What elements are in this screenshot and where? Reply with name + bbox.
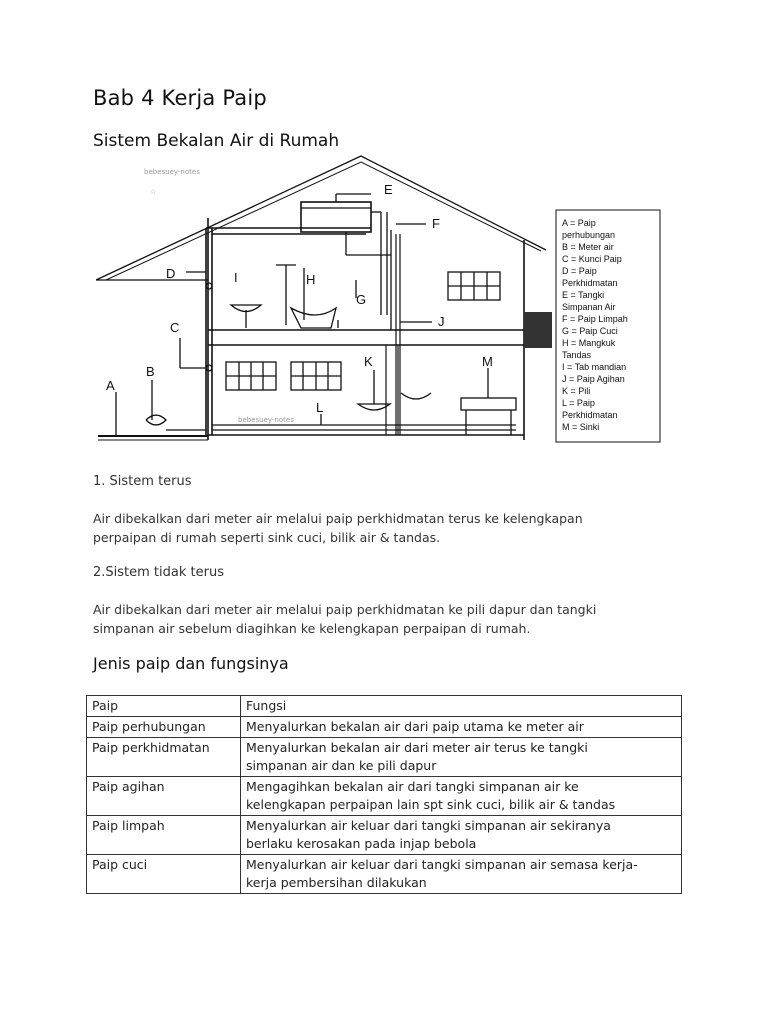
cell-fungsi	[241, 777, 682, 816]
cell-paip: Paip cuci	[87, 855, 241, 894]
header-fungsi: Fungsi	[241, 696, 682, 717]
cell-fungsi-line: Menyalurkan bekalan air dari paip utama ke meter air	[246, 719, 584, 734]
legend-line: B = Meter air	[562, 242, 614, 252]
label-i: I	[234, 270, 238, 285]
legend-line: G = Paip Cuci	[562, 326, 618, 336]
cell-fungsi-line: Mengagihkan bekalan air dari tangki simpanan air ke	[246, 779, 579, 794]
cell-fungsi	[241, 816, 682, 855]
section1-line2: perpaipan di rumah seperti sink cuci, bilik air & tandas.	[93, 530, 441, 545]
legend-line: I = Tab mandian	[562, 362, 627, 372]
watermark-bottom: bebesuey-notes	[238, 416, 294, 424]
label-a: A	[106, 378, 115, 393]
cell-paip: Paip perhubungan	[87, 717, 241, 738]
legend-line: H = Mangkuk	[562, 338, 616, 348]
legend-line: F = Paip Limpah	[562, 314, 628, 324]
table-title: Jenis paip dan fungsinya	[93, 654, 289, 673]
section1-line1: Air dibekalkan dari meter air melalui paip perkhidmatan terus ke kelengkapan	[93, 511, 583, 526]
label-m: M	[482, 354, 493, 369]
legend-line: J = Paip Agihan	[562, 374, 625, 384]
legend-line: M = Sinki	[562, 422, 600, 432]
legend-line: E = Tangki	[562, 290, 605, 300]
table-header-row	[87, 696, 682, 717]
legend-line: Tandas	[562, 350, 592, 360]
header-paip: Paip	[87, 696, 241, 717]
table-row	[87, 816, 682, 855]
table-row	[87, 777, 682, 816]
chapter-title: Bab 4 Kerja Paip	[93, 86, 267, 110]
legend-line: K = Pili	[562, 386, 591, 396]
label-j: J	[438, 314, 445, 329]
house-plumbing-diagram	[96, 150, 664, 460]
dark-block	[524, 312, 552, 348]
legend-line: perhubungan	[562, 230, 616, 240]
cell-fungsi	[241, 738, 682, 777]
label-b: B	[146, 364, 155, 379]
label-h: H	[306, 272, 316, 287]
legend-line: L = Paip	[562, 398, 595, 408]
label-g: G	[356, 292, 367, 307]
cell-fungsi-line: simpanan air dan ke pili dapur	[246, 758, 437, 773]
cell-paip: Paip perkhidmatan	[87, 738, 241, 777]
cell-fungsi-line: Menyalurkan air keluar dari tangki simpanan air semasa kerja-	[246, 857, 638, 872]
legend-line: Simpanan Air	[562, 302, 616, 312]
cell-fungsi-line: Menyalurkan air keluar dari tangki simpanan air sekiranya	[246, 818, 611, 833]
cell-paip: Paip agihan	[87, 777, 241, 816]
cell-paip: Paip limpah	[87, 816, 241, 855]
label-l: L	[316, 400, 324, 415]
legend-line: D = Paip	[562, 266, 597, 276]
label-f: F	[432, 216, 440, 231]
section2-line2: simpanan air sebelum diagihkan ke kelengkapan perpaipan di rumah.	[93, 621, 531, 636]
legend-line: Perkhidmatan	[562, 278, 618, 288]
star-icon: ☆	[150, 188, 157, 196]
cell-fungsi-line: berlaku kerosakan pada injap bebola	[246, 836, 477, 851]
section1-title: 1. Sistem terus	[93, 474, 192, 489]
label-k: K	[364, 354, 373, 369]
table-row	[87, 855, 682, 894]
section2-line1: Air dibekalkan dari meter air melalui paip perkhidmatan ke pili dapur dan tangki	[93, 602, 597, 617]
legend-line: A = Paip	[562, 218, 596, 228]
table-row	[87, 738, 682, 777]
cell-fungsi-line: Menyalurkan bekalan air dari meter air terus ke tangki	[246, 740, 588, 755]
table-row	[87, 717, 682, 738]
cell-fungsi	[241, 717, 682, 738]
cell-fungsi-line: kelengkapan perpaipan lain spt sink cuci, bilik air & tandas	[246, 797, 616, 812]
label-e: E	[384, 182, 393, 197]
section-title: Sistem Bekalan Air di Rumah	[93, 131, 340, 151]
legend-line: C = Kunci Paip	[562, 254, 622, 264]
label-d: D	[166, 266, 176, 281]
watermark-top: bebesuey-notes	[144, 168, 200, 176]
section1-paragraph	[93, 509, 663, 547]
label-c: C	[170, 320, 180, 335]
cell-fungsi	[241, 855, 682, 894]
section2-title: 2.Sistem tidak terus	[93, 565, 224, 580]
section2-paragraph	[93, 600, 663, 638]
legend-line: Perkhidmatan	[562, 410, 618, 420]
cell-fungsi-line: kerja pembersihan dilakukan	[246, 875, 427, 890]
pipe-functions-table	[86, 695, 682, 894]
kitchen-sink	[461, 398, 516, 410]
